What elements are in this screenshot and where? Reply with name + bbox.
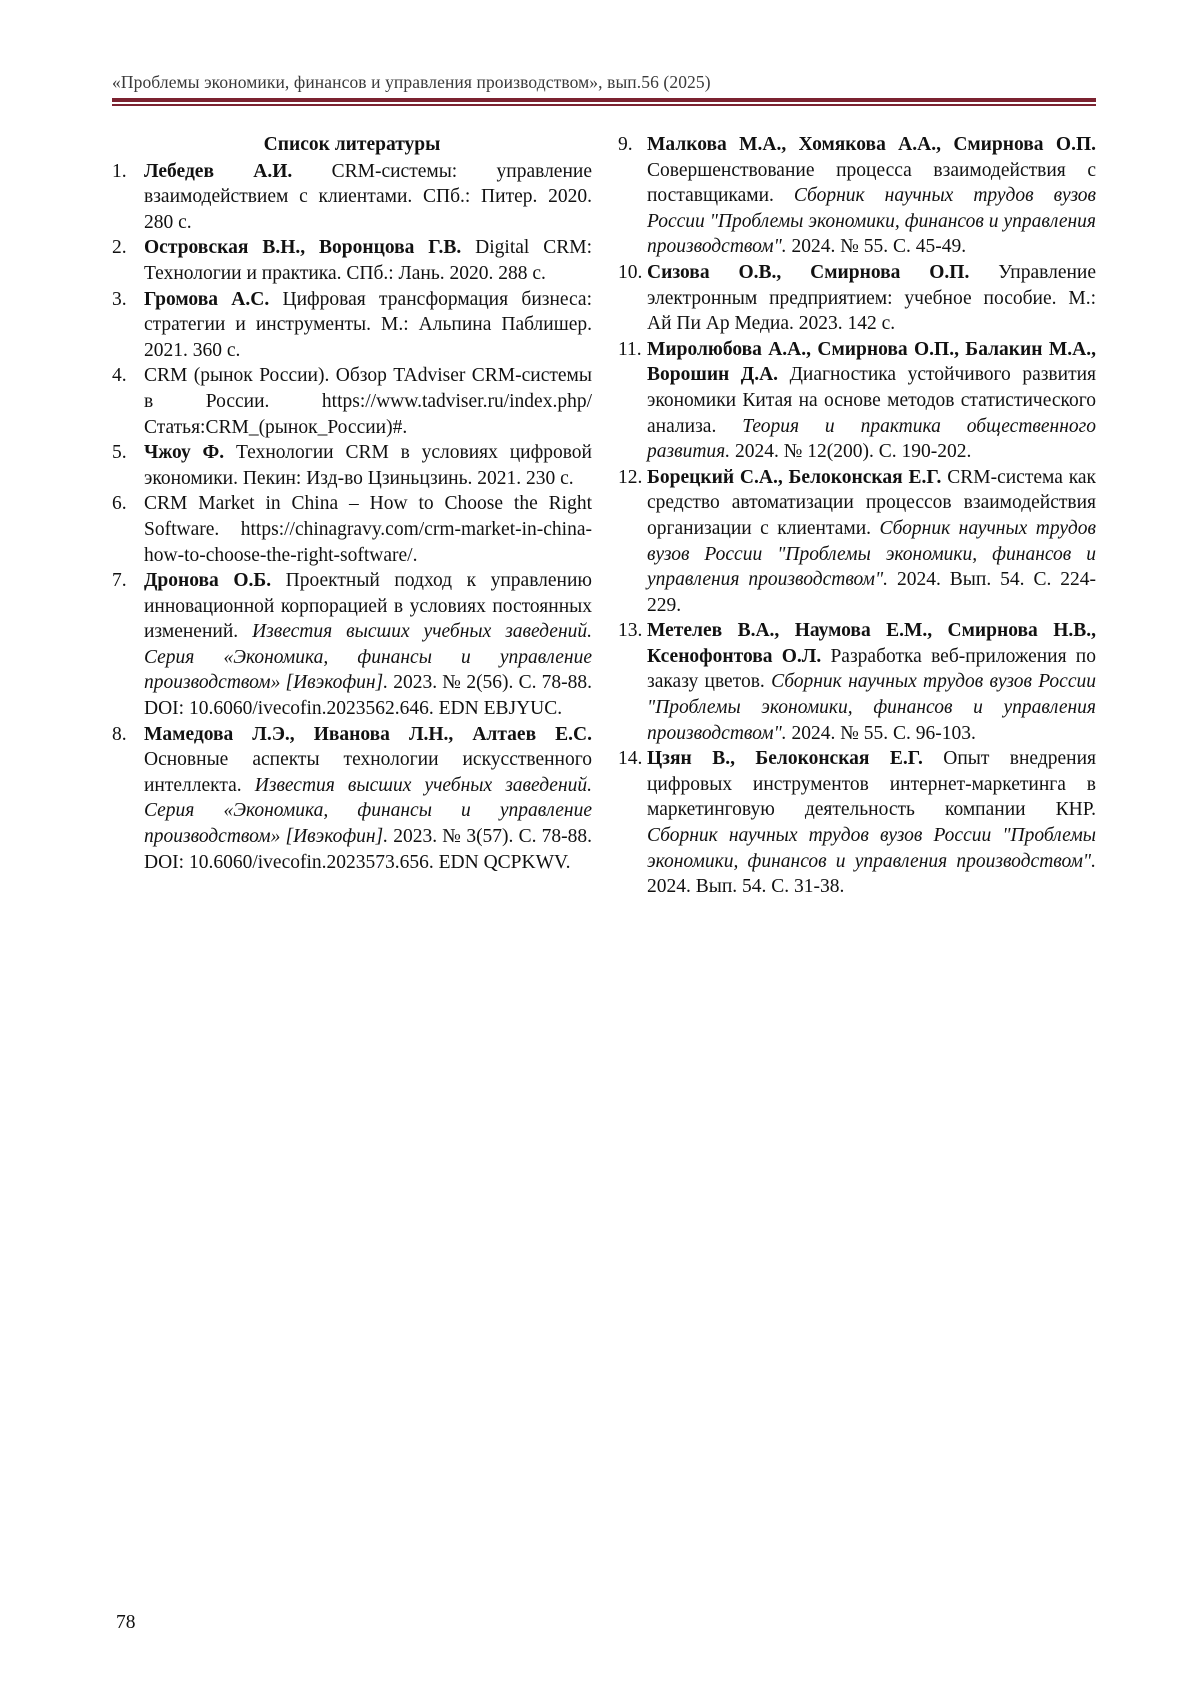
reference-source: Сборник научных трудов вузов России "Проблемы экономики, финансов и управления производством". xyxy=(647,671,1096,744)
reference-tail: 2023. № 2(56). С. 78-88. DOI: 10.6060/ivecofin.2023562.646. EDN EBJYUC. xyxy=(144,672,592,720)
reference-item xyxy=(618,618,1096,746)
reference-authors: Островская В.Н., Воронцова Г.В. xyxy=(144,237,462,259)
reference-number: 14. xyxy=(618,748,643,770)
header-rule-thick xyxy=(112,98,1096,102)
reference-text: CRM-системы: управление взаимодействием с клиентами. СПб.: Питер. 2020. 280 с. xyxy=(144,160,592,233)
reference-item xyxy=(112,440,592,491)
reference-authors: Громова А.С. xyxy=(144,288,270,310)
reference-source: Сборник научных трудов вузов России "Проблемы экономики, финансов и управления производством". xyxy=(647,185,1097,258)
reference-source: Сборник научных трудов вузов России "Проблемы экономики, финансов и управления производством". xyxy=(647,517,1096,591)
reference-tail: 2024. № 12(200). С. 190-202. xyxy=(730,441,972,463)
reference-source: Сборник научных трудов вузов России "Проблемы экономики, финансов и управления производством". xyxy=(647,825,1096,872)
reference-item xyxy=(618,337,1096,465)
reference-text: CRM-система как средство автоматизации процессов взаимодействия организации с клиентами. xyxy=(647,466,1097,539)
reference-item xyxy=(618,260,1096,337)
reference-number: 13. xyxy=(618,620,643,642)
reference-authors: Миролюбова А.А., Смирнова О.П., Балакин М.А., Ворошин Д.А. xyxy=(647,338,1096,386)
reference-number: 9. xyxy=(618,134,633,155)
left-column xyxy=(112,132,592,875)
reference-item xyxy=(618,132,1096,260)
reference-item xyxy=(112,159,592,236)
reference-text: Совершенствование процесса взаимодействия с поставщиками. xyxy=(647,159,1096,207)
reference-text: Опыт внедрения цифровых инструментов интернет-маркетинга в маркетинговую деятельность компании КНР. xyxy=(647,748,1096,821)
reference-tail: 2024. № 55. С. 45-49. xyxy=(786,236,967,258)
reference-text: Диагностика устойчивого развития экономики Китая на основе методов статистического анализа. xyxy=(647,364,1096,437)
reference-authors: Сизова О.В., Смирнова О.П. xyxy=(647,261,970,283)
reference-text: Технологии CRM в условиях цифровой экономики. Пекин: Изд-во Цзиньцзинь. 2021. 230 с. xyxy=(144,442,592,489)
reference-authors: Дронова О.Б. xyxy=(144,570,272,592)
reference-source: Теория и практика общественного развития. xyxy=(647,415,1096,463)
reference-item xyxy=(618,465,1096,619)
reference-authors: Борецкий С.А., Белоконская Е.Г. xyxy=(647,466,942,488)
reference-source: Известия высших учебных заведений. Серия «Экономика, финансы и управление производством» [Ивэкофин]. xyxy=(144,774,593,848)
reference-text: Разработка веб-приложения по заказу цветов. xyxy=(647,645,1096,693)
reference-source: Известия высших учебных заведений. Серия «Экономика, финансы и управление производством» [Ивэкофин]. xyxy=(144,621,592,694)
reference-text: Цифровая трансформация бизнеса: стратегии и инструменты. М.: Альпина Паблишер. 2021. 360 с. xyxy=(144,288,592,361)
right-column xyxy=(618,132,1096,900)
reference-authors: Мамедова Л.Э., Иванова Л.Н., Алтаев Е.С. xyxy=(144,723,592,745)
reference-text: CRM Market in China – How to Choose the Right Software. https://chinagravy.com/crm-market-in-china-how-to-choose-the-right-software/. xyxy=(144,493,592,566)
reference-text: Digital CRM: Технологии и практика. СПб.: Лань. 2020. 288 с. xyxy=(144,237,592,284)
reference-number: 1. xyxy=(112,160,127,182)
reference-item xyxy=(112,722,592,876)
running-header: «Проблемы экономики, финансов и управления производством», вып.56 (2025) xyxy=(112,72,711,92)
reference-tail: 2024. Вып. 54. С. 31-38. xyxy=(647,876,845,898)
reference-authors: Чжоу Ф. xyxy=(144,442,225,464)
reference-item xyxy=(112,568,592,722)
reference-item xyxy=(618,746,1096,900)
reference-number: 2. xyxy=(112,237,127,259)
reference-number: 7. xyxy=(112,570,127,592)
reference-tail: 2024. № 55. С. 96-103. xyxy=(786,722,976,744)
reference-number: 3. xyxy=(112,288,127,310)
reference-item xyxy=(112,363,592,440)
reference-text: Проектный подход к управлению инновационной корпорацией в условиях постоянных изменений. xyxy=(144,570,592,643)
reference-item xyxy=(112,287,592,364)
reference-text: Управление электронным предприятием: учебное пособие. М.: Ай Пи Ар Медиа. 2023. 142 с. xyxy=(647,261,1096,335)
reference-item xyxy=(112,491,592,568)
reference-number: 12. xyxy=(618,466,643,488)
reference-number: 5. xyxy=(112,442,127,464)
reference-authors: Лебедев А.И. xyxy=(144,160,293,182)
reference-number: 4. xyxy=(112,365,127,387)
reference-item xyxy=(112,235,592,286)
reference-number: 8. xyxy=(112,723,127,745)
reference-authors: Малкова М.А., Хомякова А.А., Смирнова О.П. xyxy=(647,134,1096,155)
reference-number: 11. xyxy=(618,338,642,360)
reference-authors: Метелев В.А., Наумова Е.М., Смирнова Н.В., Ксенофонтова О.Л. xyxy=(647,620,1096,667)
reference-text: CRM (рынок России). Обзор TAdviser CRM-системы в России. https://www.tadviser.ru/index.php/Статья:CRM_(рынок_России)#. xyxy=(144,365,592,438)
reference-authors: Цзян В., Белоконская Е.Г. xyxy=(647,748,923,770)
page-number: 78 xyxy=(116,1612,136,1633)
reference-tail: 2023. № 3(57). С. 78-88. DOI: 10.6060/ivecofin.2023573.656. EDN QCPKWV. xyxy=(144,826,592,873)
reference-tail: 2024. Вып. 54. С. 224-229. xyxy=(647,569,1096,616)
header-rule-thin xyxy=(112,104,1096,106)
reference-number: 6. xyxy=(112,493,127,515)
references-heading: Список литературы xyxy=(263,134,441,155)
reference-text: Основные аспекты технологии искусственного интеллекта. xyxy=(144,749,592,796)
reference-number: 10. xyxy=(618,261,643,283)
